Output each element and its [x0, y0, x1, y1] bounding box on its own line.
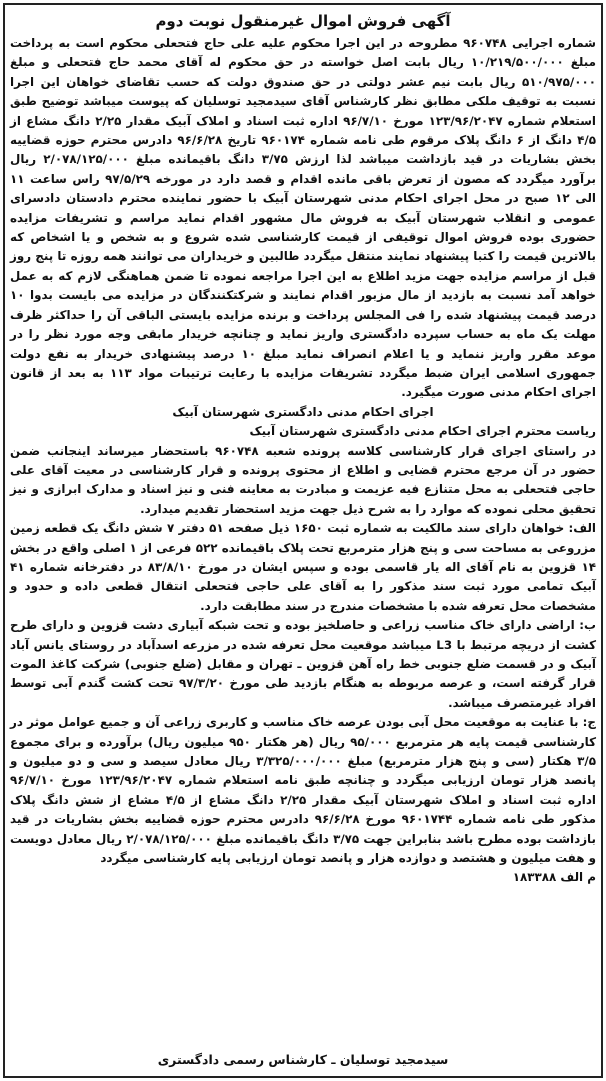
addressee-line: ریاست محترم اجرای احکام مدنی دادگستری شهرستان آبیک [249, 424, 596, 439]
section-be: ب: اراضی دارای خاک مناسب زراعی و حاصلخیز بوده و تحت شبکه آبیاری دشت قزوین و دارای طرح کشت از دریچه مرتبط با L3 میباشد موقعیت محل تعرفه شده در مزرعه اسدآباد در روستای یانس آباد آبیک و در قسمت ضلع جنوبی خط راه آهن قزوین ـ تهران و مقابل (ضلع جنوبی) شرکت کاغذ الموت قرار گرفته است، و عرصه مربوطه به هنگام بازدید طی مورخ ۹۷/۳/۲۰ تحت کشت گندم آبی توسط افراد غیرمتصرف میباشد. [10, 618, 596, 710]
expert-intro-paragraph: در راستای اجرای قرار کارشناسی کلاسه پرونده شعبه ۹۶۰۷۴۸ باستحضار میرساند اینجانب ضمن حضور در آن مرجع محترم قضایی و اطلاع از محتوی پرونده و قرار کارشناسی در معیت آقای علی حاجی فتحعلی به محل متنازع فیه عزیمت و مبادرت به معاینه فنی و نیز اسناد و مدارک ابرازی و نیز تحقیق محلی نموده که موارد را به شرح ذیل جهت مزید استحضار تقدیم میدارد. [10, 443, 596, 516]
section-jim: ج: با عنایت به موقعیت محل آبی بودن عرصه خاک مناسب و کاربری زراعی آن و جمیع عوامل موثر در کارشناسی قیمت پایه هر مترمربع ۹۵/۰۰۰ ریال (هر هکتار ۹۵۰ میلیون ریال) برآورده و برای مجموع ۳/۵ هکتار (سی و پنج هزار مترمربع) مبلغ ۳/۳۲۵/۰۰۰/۰۰۰ ریال معادل سیصد و سی و دو میلیون و پانصد هزار تومان ارزیابی میگردد و چنانچه طبق نامه استعلام شماره ۱۲۳/۹۶/۲۰۴۷ مورخ ۹۶/۷/۱۰ اداره ثبت اسناد و املاک شهرستان آبیک مقدار ۲/۲۵ دانگ مشاع از ۴/۵ مشاع از شش دانگ پلاک مذکور طی نامه شماره ۹۶۰۱۷۴۴ مورخ ۹۶/۶/۲۸ دادرس محترم حوزه قضاییه بخش بشاریات در قید بازداشت بوده مطرح باشد بنابراین جهت ۳/۷۵ دانگ باقیمانده مبلغ ۲/۰۷۸/۱۲۵/۰۰۰ ریال معادل دویست و هفت میلیون و هشتصد و دوازده هزار و پانصد تومان ارزیابی پایه کارشناسی میگردد [10, 715, 597, 866]
section-alef: الف: خواهان دارای سند مالکیت به شماره ثبت ۱۶۵۰ ذیل صفحه ۵۱ دفتر ۷ شش دانگ یک قطعه زمین مزروعی به مساحت سی و پنج هزار مترمربع تحت پلاک باقیمانده ۵۲۲ فرعی از ۱ اصلی واقع در بخش ۱۴ قزوین به نام آقای اله یار قاسمی بوده و سپس ایشان در مورخ ۸۳/۸/۱۰ در دفترخانه شماره ۴۱ آبیک تمامی مورد ثبت سند مذکور را به آقای علی حاجی فتحعلی انتقال قطعی داده و حدود و مشخصات محل تعرفه شده با مشخصات مندرج در سند مطابقت دارد. [10, 521, 596, 613]
notice-title: آگهی فروش اموال غیرمنقول نوبت دوم [155, 12, 451, 30]
enforcement-office-signature: اجرای احکام مدنی دادگستری شهرستان آبیک [172, 404, 434, 419]
expert-signature: سیدمجید توسلیان ـ کارشناس رسمی دادگستری [157, 1052, 449, 1067]
notice-body [10, 34, 596, 888]
auction-paragraph: شماره اجرایی ۹۶۰۷۴۸ مطروحه در این اجرا محکوم علیه علی حاج فتحعلی محکوم است به پرداخت مبلغ ۱۰/۲۱۹/۵۰۰/۰۰۰ ریال بابت اصل خواسته در حق محکوم له آقای محمد حاج فتحعلی و مبلغ ۵۱۰/۹۷۵/۰۰۰ ریال بابت نیم عشر دولتی در حق صندوق دولت که حسب تقاضای خواهان این اجرا نسبت به توقیف ملکی مطابق نظر کارشناس آقای سیدمجید توسلیان که پیوست میباشد توضیح طبق استعلام شماره ۱۲۳/۹۶/۲۰۴۷ مورخ ۹۶/۷/۱۰ اداره ثبت اسناد و املاک آبیک مقدار ۲/۲۵ دانگ مشاع از ۴/۵ دانگ از ۶ دانگ پلاک مرقوم طی نامه شماره ۹۶۰۱۷۴ تاریخ ۹۶/۶/۲۸ دادرس محترم حوزه قضاییه بخش بشاریات در قید بازداشت میباشد لذا ارزش ۳/۷۵ دانگ باقیمانده مبلغ ۲/۰۷۸/۱۲۵/۰۰۰ ریال برآورد میگردد که مصون از تعرض باقی مانده اقدام و قصد دارد در مورخه ۹۷/۵/۲۹ راس ساعت ۱۱ الی ۱۲ صبح در محل اجرای احکام مدنی شهرستان آبیک با حضور نماینده محترم دادستان دادسرای عمومی و انقلاب شهرستان آبیک به فروش مال مشهور اقدام نماید مراسم و تشریفات مزایده حضوری بوده فروش اموال توقیفی از قیمت کارشناسی شده شروع و به شخص و یا اشخاص که بالاترین قیمت را کتبا پیشنهاد نمایند منتقل میگردد طالبین و خریداران می توانند همه روزه تا پنج روز قبل از مراسم مزایده جهت مزید اطلاع به این اجرا مراجعه نموده تا ضمن هماهنگی لازم که به عمل خواهد آمد نسبت به بازدید از مال مزبور اقدام نمایند و شرکتکنندگان در مزایده می بایست بدوا ۱۰ درصد قیمت پیشنهاد شده را فی المجلس پرداخت و برنده مزایده بایستی الباقی آن را حداکثر ظرف مهلت یک ماه به حساب سپرده دادگستری واریز نماید و چنانچه خریدار مابقی وجه مورد نظر را در موعد مقرر واریز ننماید و یا اعلام انصراف نماید مبلغ ۱۰ درصد پیشنهادی خریدار به نفع دولت جمهوری اسلامی ایران ضبط میگردد تشریفات مزایده با رعایت ترتیبات مواد ۱۱۳ به بعد از قانون اجرای احکام مدنی صورت میگیرد. [10, 36, 597, 400]
reference-number: م الف ۱۸۳۳۸۸ [512, 870, 596, 885]
